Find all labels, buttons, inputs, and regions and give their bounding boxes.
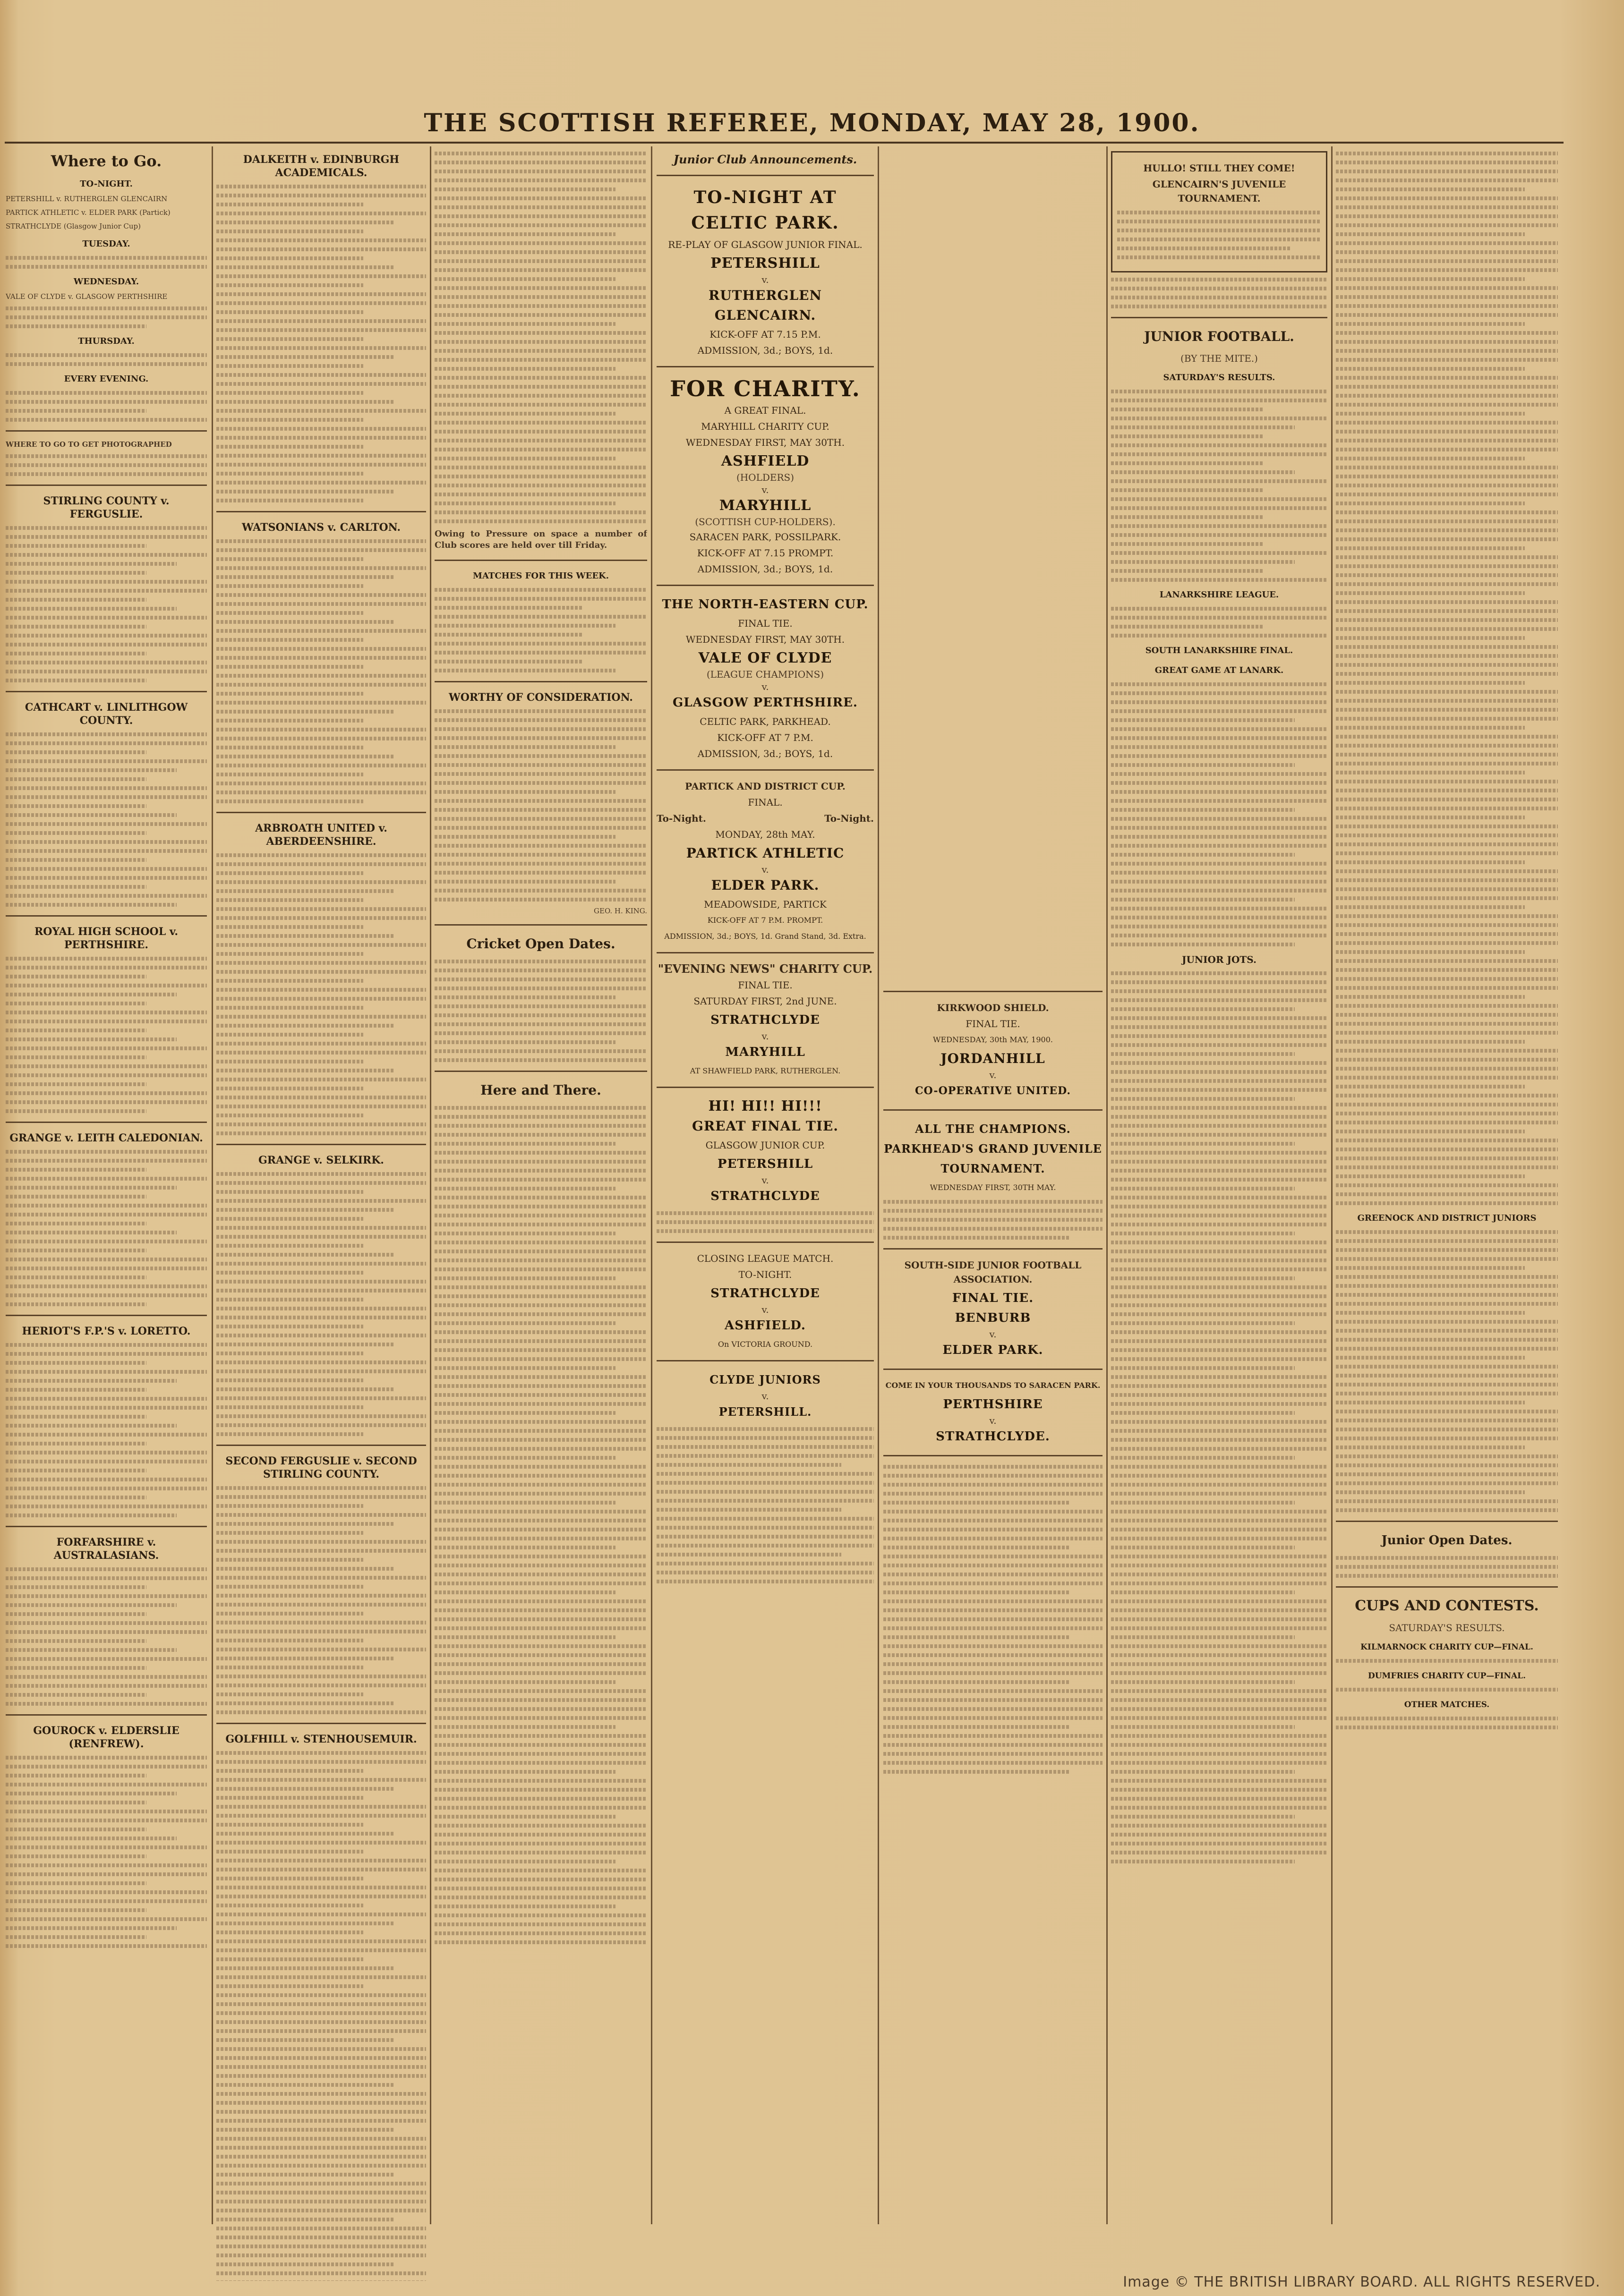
advert-headline: HI! HI!! HI!!! — [708, 1098, 822, 1114]
team-name: STRATHCLYDE — [710, 1286, 820, 1301]
junior-jots-title: JUNIOR JOTS. — [1181, 954, 1256, 965]
column-junior-football — [1111, 146, 1327, 2281]
advert-line: ADMISSION, 3d.; BOYS, 1d. — [697, 345, 833, 356]
every-evening-heading: EVERY EVENING. — [64, 374, 149, 384]
advert-headline: TO-NIGHT AT CELTIC PARK. — [691, 187, 839, 233]
listing-item: STRATHCLYDE (Glasgow Junior Cup) — [6, 222, 141, 230]
team-name: JORDANHILL — [940, 1051, 1045, 1066]
match-heading: WATSONIANS v. CARLTON. — [241, 521, 401, 534]
advert-line: FINAL TIE. — [738, 979, 793, 991]
listing-item: PETERSHILL v. RUTHERGLEN GLENCAIRN — [6, 195, 168, 203]
saracen-park-advert: COME IN YOUR THOUSANDS TO SARACEN PARK. PERTHSHIRE v. STRATHCLYDE. — [883, 1378, 1103, 1446]
team-name: PETERSHILL — [717, 1157, 813, 1171]
cups-contests-title: CUPS AND CONTESTS. — [1355, 1598, 1539, 1614]
photo-advert: WHERE TO GO TO GET PHOTOGRAPHED — [6, 440, 172, 449]
advert-line: ADMISSION, 3d.; BOYS, 1d. — [697, 563, 833, 575]
listing-item: PARTICK ATHLETIC v. ELDER PARK (Partick) — [6, 208, 171, 217]
results-title: SATURDAY'S RESULTS. — [1163, 373, 1275, 383]
column-where-to-go — [6, 146, 207, 2281]
team-name: STRATHCLYDE — [710, 1013, 820, 1027]
advert-line: FINAL. — [748, 797, 783, 808]
north-eastern-cup-advert: THE NORTH-EASTERN CUP. FINAL TIE. WEDNESDAY FIRST, MAY 30TH. VALE OF CLYDE (LEAGUE CHAMPIONS) v. GLASGOW PERTHSHIRE. CELTIC PARK, PARKHEAD. KICK-OFF AT 7 P.M. ADMISSION, 3d.; BOYS, 1d. — [657, 595, 874, 761]
team-name: STRATHCLYDE — [710, 1189, 820, 1203]
match-heading: CATHCART v. LINLITHGOW COUNTY. — [25, 701, 188, 727]
advert-line: TO-NIGHT. — [738, 1269, 792, 1280]
advert-line: WEDNESDAY FIRST, MAY 30TH. — [685, 634, 845, 645]
column-rule — [651, 146, 652, 2224]
listing-item: VALE OF CLYDE v. GLASGOW PERTHSHIRE — [6, 292, 168, 301]
advert-line: MONDAY, 28th MAY. — [715, 829, 815, 840]
thursday-heading: THURSDAY. — [78, 336, 135, 346]
fixtures-title: MATCHES FOR THIS WEEK. — [473, 571, 609, 581]
team-name: RUTHERGLEN GLENCAIRN. — [708, 288, 822, 323]
byline: (BY THE MITE.) — [1180, 353, 1258, 364]
closing-league-advert: CLOSING LEAGUE MATCH. TO-NIGHT. STRATHCLYDE v. ASHFIELD. On VICTORIA GROUND. — [657, 1251, 874, 1352]
tonight-heading: TO-NIGHT. — [80, 179, 133, 189]
cups-results-title: SATURDAY'S RESULTS. — [1389, 1622, 1505, 1633]
match-heading: DALKEITH v. EDINBURGH ACADEMICALS. — [243, 153, 400, 179]
advert-line: FINAL TIE. — [738, 618, 793, 629]
dumfries-title: DUMFRIES CHARITY CUP—FINAL. — [1368, 1671, 1526, 1681]
team-name: ASHFIELD. — [725, 1318, 806, 1333]
column-rule — [212, 146, 213, 2224]
copyright-credit: Image © THE BRITISH LIBRARY BOARD. ALL RIGHTS RESERVED. — [1123, 2274, 1600, 2290]
advert-headline: COME IN YOUR THOUSANDS TO SARACEN PARK. — [885, 1381, 1101, 1390]
team-name: ELDER PARK. — [711, 877, 820, 893]
celtic-park-advert: TO-NIGHT AT CELTIC PARK. RE-PLAY OF GLASGOW JUNIOR FINAL. PETERSHILL v. RUTHERGLEN GLENCAIRN. KICK-OFF AT 7.15 P.M. ADMISSION, 3d.; BOYS, 1d. — [657, 185, 874, 357]
match-heading: HERIOT'S F.P.'S v. LORETTO. — [22, 1325, 191, 1337]
advert-line: WEDNESDAY FIRST, MAY 30TH. — [685, 437, 845, 448]
greenock-title: GREENOCK AND DISTRICT JUNIORS — [1357, 1213, 1537, 1223]
advert-line: WEDNESDAY FIRST, 30TH MAY. — [930, 1183, 1056, 1192]
kirkwood-shield-advert: KIRKWOOD SHIELD. FINAL TIE. WEDNESDAY, 30th MAY, 1900. JORDANHILL v. CO-OPERATIVE UNITED. — [883, 1001, 1103, 1101]
column-rule — [1106, 146, 1108, 2224]
team-name: CLYDE JUNIORS — [709, 1373, 821, 1386]
advert-line: SARACEN PARK, POSSILPARK. — [689, 531, 841, 543]
worthy-title: WORTHY OF CONSIDERATION. — [449, 691, 633, 704]
glencairn-tournament-advert — [1111, 151, 1327, 272]
column-rule — [1331, 146, 1333, 2224]
team-name: ELDER PARK. — [942, 1343, 1043, 1357]
junior-announcements-title: Junior Club Announcements. — [673, 153, 857, 166]
advert-headline: "EVENING NEWS" CHARITY CUP. — [658, 962, 873, 976]
clyde-juniors-advert: CLYDE JUNIORS v. PETERSHILL. — [657, 1370, 874, 1422]
team-name: ASHFIELD — [721, 453, 810, 469]
advert-line: RE-PLAY OF GLASGOW JUNIOR FINAL. — [668, 239, 863, 250]
column-notes — [435, 146, 647, 2281]
great-final-advert: HI! HI!! HI!!! GREAT FINAL TIE. GLASGOW JUNIOR CUP. PETERSHILL v. STRATHCLYDE — [657, 1097, 874, 1233]
match-heading: GOLFHILL v. STENHOUSEMUIR. — [225, 1733, 417, 1745]
match-heading: ARBROATH UNITED v. ABERDEENSHIRE. — [255, 822, 387, 848]
column-match-scores — [216, 146, 426, 2281]
advert-line: ADMISSION, 3d.; BOYS, 1d. — [697, 748, 833, 759]
match-heading: STIRLING COUNTY v. FERGUSLIE. — [43, 495, 170, 520]
lanarkshire-title: LANARKSHIRE LEAGUE. — [1159, 590, 1279, 600]
match-heading: GOUROCK v. ELDERSLIE (RENFREW). — [33, 1725, 179, 1750]
wednesday-heading: WEDNESDAY. — [73, 277, 139, 287]
team-name: PERTHSHIRE — [943, 1397, 1043, 1412]
advert-line: MARYHILL CHARITY CUP. — [701, 421, 829, 432]
south-side-advert: SOUTH-SIDE JUNIOR FOOTBALL ASSOCIATION. FINAL TIE. BENBURB v. ELDER PARK. — [883, 1258, 1103, 1360]
advert-line: On VICTORIA GROUND. — [718, 1340, 813, 1349]
south-lanark-title: SOUTH LANARKSHIRE FINAL. — [1145, 646, 1293, 655]
advert-line: To-Night. — [657, 813, 706, 824]
team-name: MARYHILL — [719, 497, 812, 514]
advert-headline: FOR CHARITY. — [670, 376, 861, 401]
advert-headline: CLOSING LEAGUE MATCH. — [697, 1253, 834, 1264]
partick-district-advert: PARTICK AND DISTRICT CUP. FINAL. To-Night. To-Night. MONDAY, 28th MAY. PARTICK ATHLETIC v. ELDER PARK. MEADOWSIDE, PARTICK KICK-OFF AT 7 P.M. PROMPT. ADMISSION, 3d.; BOYS, 1d. Grand Stand, 3d. Extra. — [657, 779, 874, 944]
team-name: PETERSHILL. — [718, 1405, 812, 1419]
column-advert-right — [883, 146, 1103, 2281]
owing-to-pressure-notice: Owing to Pressure on space a number of Club scores are held over till Friday. — [435, 529, 647, 550]
advert-headline: HULLO! STILL THEY COME! — [1143, 162, 1295, 174]
team-name: MARYHILL — [725, 1045, 805, 1059]
advert-line: MEADOWSIDE, PARTICK — [704, 899, 827, 910]
team-name: GLASGOW PERTHSHIRE. — [673, 696, 858, 710]
match-heading: SECOND FERGUSLIE v. SECOND STIRLING COUNTY. — [225, 1455, 417, 1480]
advert-line: FINAL TIE. — [966, 1018, 1020, 1029]
masthead: THE SCOTTISH REFEREE, MONDAY, MAY 28, 1900. — [424, 109, 1200, 137]
advert-headline: PARKHEAD'S GRAND JUVENILE TOURNAMENT. — [884, 1142, 1102, 1175]
advert-headline: ALL THE CHAMPIONS. — [915, 1122, 1071, 1136]
letter-signature: GEO. H. KING. — [594, 907, 647, 915]
advert-line: FINAL TIE. — [952, 1291, 1034, 1305]
column-rule — [430, 146, 431, 2224]
match-heading: GRANGE v. SELKIRK. — [258, 1154, 384, 1166]
advert-headline: GLENCAIRN'S JUVENILE TOURNAMENT. — [1152, 179, 1286, 204]
advert-line: KICK-OFF AT 7.15 P.M. — [709, 329, 821, 340]
column-jots-continued — [1336, 146, 1558, 2281]
here-and-there-title: Here and There. — [480, 1082, 601, 1098]
open-dates-title: Junior Open Dates. — [1381, 1533, 1513, 1548]
charity-advert: FOR CHARITY. A GREAT FINAL. MARYHILL CHARITY CUP. WEDNESDAY FIRST, MAY 30TH. ASHFIELD (HOLDERS) v. MARYHILL (SCOTTISH CUP-HOLDERS). SARACEN PARK, POSSILPARK. KICK-OFF AT 7.15 PROMPT. ADMISSION, 3d.; BOYS, 1d. — [657, 376, 874, 576]
advert-note: (LEAGUE CHAMPIONS) — [706, 669, 824, 680]
advert-note: (SCOTTISH CUP-HOLDERS). — [695, 516, 836, 527]
advert-line: To-Night. — [824, 813, 874, 824]
junior-football-title: JUNIOR FOOTBALL. — [1144, 329, 1294, 344]
tuesday-heading: TUESDAY. — [82, 239, 130, 249]
team-name: PETERSHILL — [710, 255, 820, 272]
advert-line: A GREAT FINAL. — [724, 405, 806, 416]
team-name: CO-OPERATIVE UNITED. — [915, 1085, 1071, 1097]
team-name: PARTICK ATHLETIC — [686, 845, 845, 861]
advert-note: (HOLDERS) — [736, 472, 795, 483]
advert-headline: KIRKWOOD SHIELD. — [937, 1002, 1049, 1013]
advert-headline: THE NORTH-EASTERN CUP. — [662, 597, 869, 612]
great-game-title: GREAT GAME AT LANARK. — [1154, 665, 1284, 675]
parkhead-tournament-advert — [883, 1119, 1103, 1240]
advert-line: SATURDAY FIRST, 2nd JUNE. — [693, 995, 837, 1007]
column-junior-announcements — [657, 146, 874, 2281]
match-heading: GRANGE v. LEITH CALEDONIAN. — [9, 1132, 203, 1144]
team-name: VALE OF CLYDE — [698, 650, 832, 666]
advert-headline: GREAT FINAL TIE. — [692, 1118, 839, 1134]
team-name: BENBURB — [955, 1311, 1031, 1325]
match-heading: FORFARSHIRE v. AUSTRALASIANS. — [53, 1536, 159, 1562]
advert-line: KICK-OFF AT 7 P.M. — [717, 732, 813, 743]
advert-headline: SOUTH-SIDE JUNIOR FOOTBALL ASSOCIATION. — [904, 1259, 1082, 1285]
advert-line: CELTIC PARK, PARKHEAD. — [700, 716, 831, 727]
kilmarnock-title: KILMARNOCK CHARITY CUP—FINAL. — [1360, 1642, 1533, 1652]
match-heading: ROYAL HIGH SCHOOL v. PERTHSHIRE. — [34, 926, 179, 951]
advert-headline: PARTICK AND DISTRICT CUP. — [685, 781, 846, 792]
team-name: STRATHCLYDE. — [936, 1429, 1050, 1444]
advert-line: KICK-OFF AT 7 P.M. PROMPT. — [707, 916, 823, 925]
advert-line: ADMISSION, 3d.; BOYS, 1d. Grand Stand, 3d. Extra. — [664, 932, 866, 941]
column-rule — [878, 146, 879, 2224]
advert-top-space — [883, 146, 1103, 982]
other-matches-title: OTHER MATCHES. — [1404, 1700, 1490, 1709]
evening-news-advert: "EVENING NEWS" CHARITY CUP. FINAL TIE. SATURDAY FIRST, 2nd JUNE. STRATHCLYDE v. MARYHILL AT SHAWFIELD PARK, RUTHERGLEN. — [657, 962, 874, 1078]
where-to-go-title: Where to Go. — [51, 152, 162, 170]
masthead-rule — [5, 142, 1564, 144]
advert-line: WEDNESDAY, 30th MAY, 1900. — [933, 1035, 1053, 1044]
advert-line: AT SHAWFIELD PARK, RUTHERGLEN. — [690, 1066, 841, 1075]
advert-line: KICK-OFF AT 7.15 PROMPT. — [697, 547, 834, 559]
cricket-title: Cricket Open Dates. — [466, 936, 615, 952]
advert-line: GLASGOW JUNIOR CUP. — [705, 1139, 825, 1151]
